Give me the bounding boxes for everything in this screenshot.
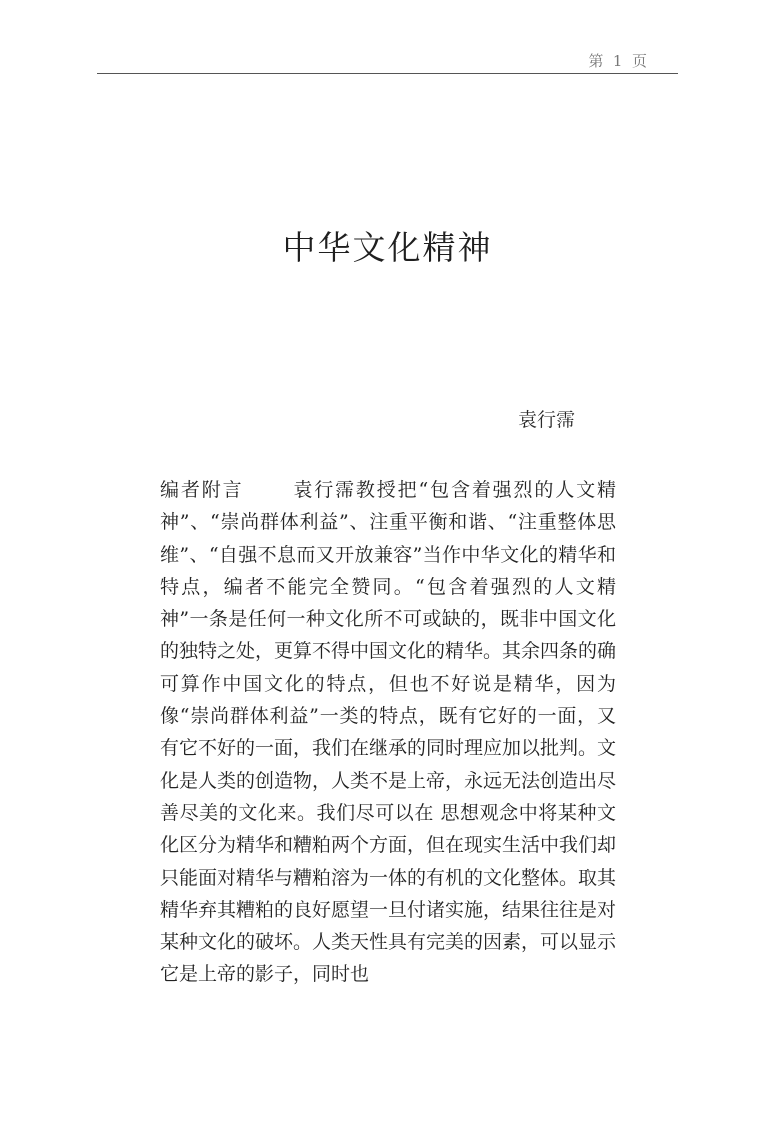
author-name: 袁行霈	[518, 409, 576, 431]
header-divider	[97, 73, 678, 74]
editor-note-paragraph	[160, 474, 616, 991]
editor-note-label: 编者附言	[160, 479, 244, 501]
editor-note-body: 袁行霈教授把“包含着强烈的人文精神”、“崇尚群体利益”、注重平衡和谐、“注重整体思维”、“自强不息而又开放兼容”当作中华文化的精华和特点，编者不能完全赞同。“包含着强烈的人文精神”一条是任何一种文化所不可或缺的，既非中国文化的独特之处，更算不得中国文化的精华。其余四条的确可算作中国文化的特点，但也不好说是精华，因为像“崇尚群体利益”一类的特点，既有它好的一面，又有它不好的一面，我们在继承的同时理应加以批判。文化是人类的创造物，人类不是上帝，永远无法创造出尽善尽美的文化来。我们尽可以在 思想观念中将某种文化区分为精华和糟粕两个方面，但在现实生活中我们却只能面对精华与糟粕溶为一体的有机的文化整体。取其精华弃其糟粕的良好愿望一旦付诸实施，结果往往是对某种文化的破坏。人类天性具有完美的因素，可以显示它是上帝的影子，同时也	[160, 479, 617, 986]
document-title: 中华文化精神	[282, 228, 493, 267]
page-number: 第 1 页	[588, 52, 647, 70]
